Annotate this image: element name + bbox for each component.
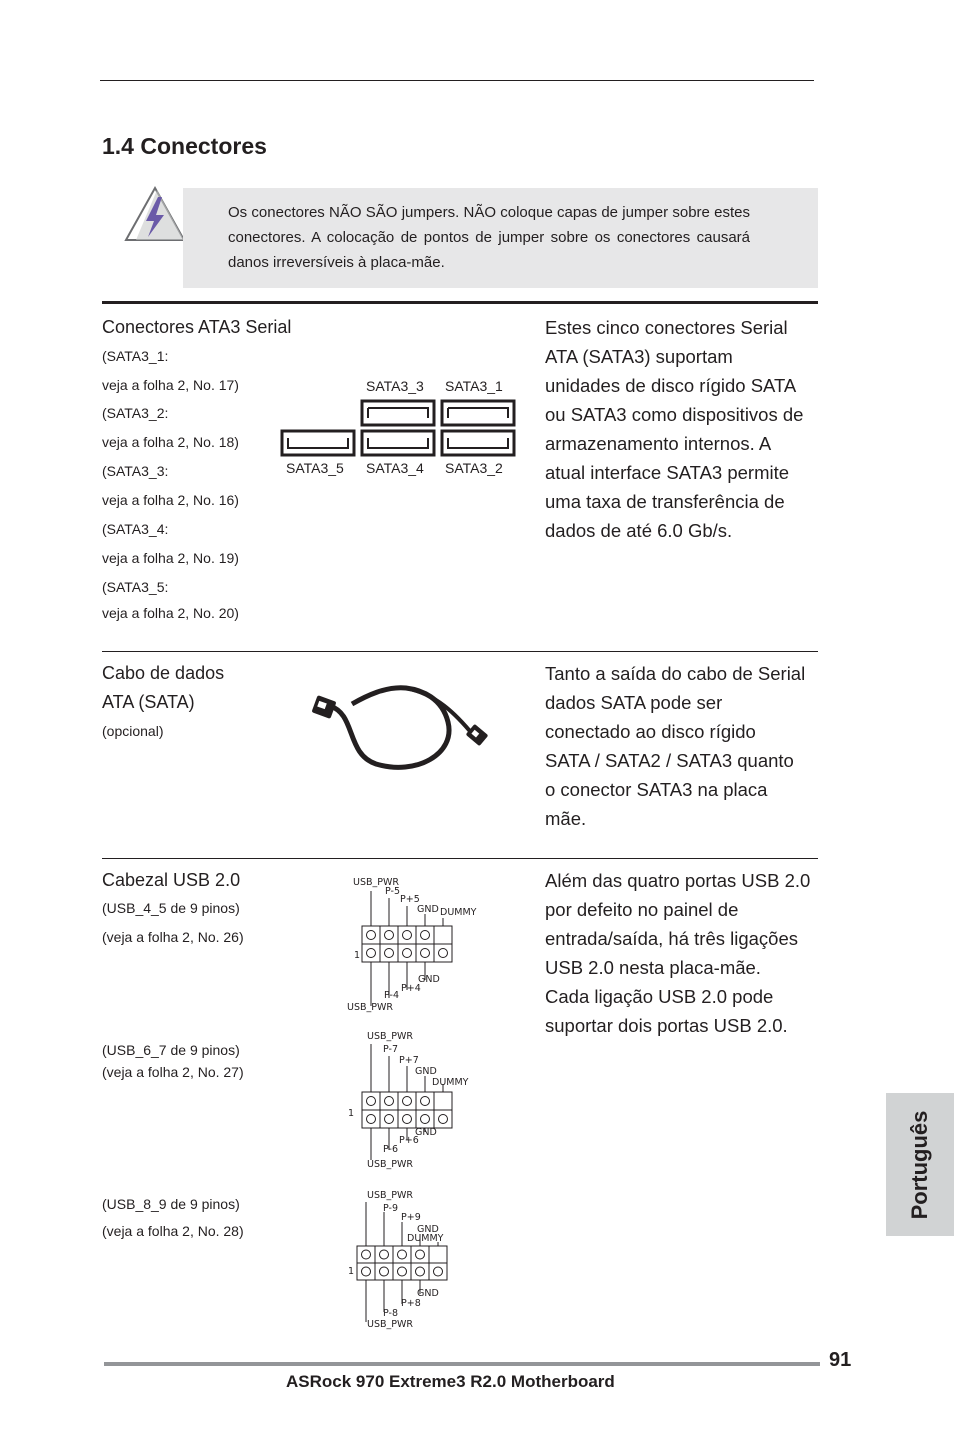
- sata3-5-label: SATA3_5: [286, 460, 344, 476]
- divider-cable: [102, 651, 818, 652]
- usb-header-67-pins: [345, 1030, 485, 1170]
- side-tab-label: Português: [907, 1110, 932, 1219]
- usb-header-89-pins: [345, 1188, 485, 1333]
- sata3-3-label: SATA3_3: [366, 378, 424, 394]
- h1-pin-one: 1: [354, 950, 361, 961]
- usb-45-ref: (veja a folha 2, No. 26): [102, 929, 244, 945]
- sata-ref-10: veja a folha 2, No. 20): [102, 605, 239, 621]
- sata-ref-8: veja a folha 2, No. 19): [102, 550, 239, 566]
- page-number: 91: [829, 1349, 852, 1371]
- sata-label: Conectores ATA3 Serial: [102, 317, 292, 337]
- h3-gnd-bottom: GND: [417, 1288, 439, 1299]
- sata-cable-image: [306, 684, 492, 772]
- h2-dummy: DUMMY: [432, 1077, 469, 1088]
- usb-label: Cabezal USB 2.0: [102, 870, 241, 890]
- warning-box: [183, 188, 818, 288]
- usb-89-pins: (USB_8_9 de 9 pinos): [102, 1196, 240, 1212]
- top-rule: [100, 80, 814, 81]
- h2-p+7: P+7: [399, 1055, 419, 1066]
- sata-description: Estes cinco conectores Serial ATA (SATA3) suportam unidades de disco rígido SATA ou SATA3 como dispositivos de armazenamento internos. A atual interface SATA3 permite uma taxa de transferência de dados de até 6.0 Gb/s.: [545, 317, 804, 541]
- h1-dummy: DUMMY: [440, 907, 477, 918]
- h2-pin-one: 1: [348, 1108, 355, 1119]
- h2-usb-pwr-top: USB_PWR: [367, 1031, 413, 1042]
- h1-p+4: P+4: [401, 983, 421, 994]
- h3-p-8: P-8: [383, 1308, 398, 1319]
- h1-gnd-bottom: GND: [418, 974, 440, 985]
- h3-gnd-top: GND: [417, 1224, 439, 1235]
- sata3-1-label: SATA3_1: [445, 378, 503, 394]
- h1-usb-pwr-top: USB_PWR: [353, 877, 399, 888]
- usb-header-45: [345, 876, 485, 1016]
- footer-text: ASRock 970 Extreme3 R2.0 Motherboard: [286, 1372, 615, 1391]
- h2-p-6: P-6: [383, 1144, 398, 1155]
- sata-ref-6: veja a folha 2, No. 16): [102, 492, 239, 508]
- cable-label-2: ATA (SATA): [102, 692, 195, 712]
- sata3-4-connector: [362, 431, 434, 455]
- h3-p-9: P-9: [383, 1203, 398, 1214]
- warning-text: Os conectores NÃO SÃO jumpers. NÃO coloque capas de jumper sobre estes conectores. A colocação de pontos de jumper sobre os conectores causará danos irreversíveis à placa-mãe.: [228, 204, 750, 271]
- h1-gnd-top: GND: [417, 904, 439, 915]
- sata-connectors-diagram: [280, 398, 520, 458]
- language-side-tab: [886, 1093, 954, 1236]
- h3-p+8: P+8: [401, 1298, 421, 1309]
- h3-dummy: DUMMY: [407, 1233, 444, 1244]
- sata-ref-4: veja a folha 2, No. 18): [102, 434, 239, 450]
- h2-gnd-top: GND: [415, 1066, 437, 1077]
- sata3-1-connector: [442, 401, 514, 425]
- h1-p+5: P+5: [400, 894, 420, 905]
- sata-ref-2: veja a folha 2, No. 17): [102, 377, 239, 393]
- section-rule: [102, 301, 818, 304]
- sata3-2-label: SATA3_2: [445, 460, 503, 476]
- usb-header-89: [345, 1188, 485, 1333]
- h3-usb-pwr-top: USB_PWR: [367, 1190, 413, 1201]
- usb-67-ref: (veja a folha 2, No. 27): [102, 1064, 244, 1080]
- cable-optional: (opcional): [102, 723, 164, 739]
- h2-gnd-bottom: GND: [415, 1127, 437, 1138]
- sata3-2-connector: [442, 431, 514, 455]
- sata3-4-label: SATA3_4: [366, 460, 424, 476]
- usb-89-ref: (veja a folha 2, No. 28): [102, 1223, 244, 1239]
- usb-header-67: [345, 1030, 485, 1170]
- h1-p-5: P-5: [385, 886, 400, 897]
- usb-45-pins: (USB_4_5 de 9 pinos): [102, 900, 240, 916]
- sata-ref-7: (SATA3_4:: [102, 521, 169, 537]
- warning-icon: [124, 185, 186, 243]
- h1-p-4: P-4: [384, 990, 399, 1001]
- sata-ref-3: (SATA3_2:: [102, 405, 169, 421]
- footer-rule: [104, 1362, 820, 1366]
- h3-p+9: P+9: [401, 1212, 421, 1223]
- sata-ref-9: (SATA3_5:: [102, 579, 169, 595]
- sata-ref-5: (SATA3_3:: [102, 463, 169, 479]
- h2-p-7: P-7: [383, 1044, 398, 1055]
- h3-usb-pwr-bottom: USB_PWR: [367, 1319, 413, 1330]
- sata3-3-connector: [362, 401, 434, 425]
- section-title: 1.4 Conectores: [102, 133, 267, 159]
- cable-description: Tanto a saída do cabo de Serial dados SATA pode ser conectado ao disco rígido SATA / SATA2 / SATA3 quanto o conector SATA3 na placa mãe.: [545, 663, 806, 829]
- usb-description: Além das quatro portas USB 2.0 por defeito no painel de entrada/saída, há três ligações USB 2.0 nesta placa-mãe. Cada ligação USB 2.0 pode suportar dois portas USB 2.0.: [545, 870, 811, 1036]
- cable-label-1: Cabo de dados: [102, 663, 225, 683]
- sata3-5-connector: [282, 431, 354, 455]
- usb-67-pins: (USB_6_7 de 9 pinos): [102, 1042, 240, 1058]
- h3-pin-one: 1: [348, 1266, 355, 1277]
- sata-ref-1: (SATA3_1:: [102, 348, 169, 364]
- h2-usb-pwr-bottom: USB_PWR: [367, 1159, 413, 1170]
- divider-usb: [102, 858, 818, 859]
- h1-usb-pwr-bottom: USB_PWR: [347, 1002, 393, 1013]
- h2-p+6: P+6: [399, 1135, 419, 1146]
